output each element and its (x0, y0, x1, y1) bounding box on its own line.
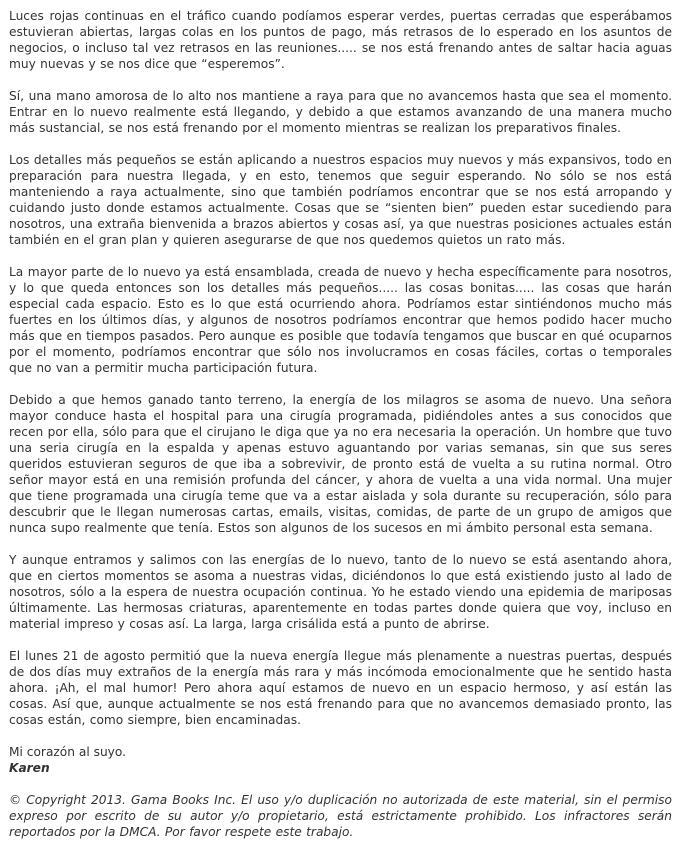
signature (9, 744, 672, 776)
paragraph-5: Debido a que hemos ganado tanto terreno, la energía de los milagros se asoma de nuevo. Una señora mayor conduce hasta el hospital para una cirugía programada, pidiéndoles antes a sus conocidos que recen por ella, sólo para que el cirujano le diga que ya no era necesaria la operación. Un hombre que tuvo una seria cirugía en la espalda y apenas estuvo aguantando por varias semanas, sin que sus seres queridos estuvieran seguros de que iba a sobrevivir, de pronto está de vuelta a su rutina normal. Otro señor mayor está en una remisión profunda del cáncer, y ahora de vuelta a una vida normal. Una mujer que tiene programada una cirugía teme que va a estar aislada y sola durante su recuperación, sólo para descubrir que le llegan numerosas cartas, emails, visitas, comidas, de parte de un grupo de amigos que nunca supo realmente que tenía. Estos son algunos de los sucesos en mi ámbito personal esta semana. (9, 393, 672, 535)
paragraph-7: El lunes 21 de agosto permitió que la nueva energía llegue más plenamente a nuestras puertas, después de dos días muy extraños de la energía más rara y más incómoda emocionalmente que he sentido hasta ahora. ¡Ah, el mal humor! Pero ahora aquí estamos de nuevo en un espacio hermoso, y así están las cosas. Así que, aunque actualmente se nos está frenando para que no avancemos demasiado pronto, las cosas están, como siempre, bien encaminadas. (9, 649, 672, 727)
paragraph-3: Los detalles más pequeños se están aplicando a nuestros espacios muy nuevos y más expansivos, todo en preparación para nuestra llegada, y en esto, tenemos que seguir esperando. No sólo se nos está manteniendo a raya actualmente, sino que también podríamos encontrar que se nos está arropando y cuidando justo donde estamos actualmente. Cosas que se “sienten bien” pueden estar sucediendo para nosotros, una extraña bienvenida a brazos abiertos y cosas así, ya que nuestras posiciones actuales están también en el gran plan y quieren asegurarse de que nos quedemos quietos un rato más. (9, 153, 672, 247)
paragraph-4: La mayor parte de lo nuevo ya está ensamblada, creada de nuevo y hecha específicamente para nosotros, y lo que queda entonces son los detalles más pequeños..... las cosas bonitas..... las cosas que harán especial cada espacio. Esto es lo que está ocurriendo ahora. Podríamos estar sintiéndonos mucho más fuertes en los últimos días, y algunos de nosotros podríamos encontrar que hemos podido hacer mucho más que en tiempos pasados. Pero aunque es posible que todavía tengamos que buscar en qué ocuparnos por el momento, podríamos encontrar que sólo nos involucramos en cosas fáciles, cortas o temporales que no van a permitir mucha participación futura. (9, 265, 672, 375)
paragraph-6: Y aunque entramos y salimos con las energías de lo nuevo, tanto de lo nuevo se está asentando ahora, que en ciertos momentos se asoma a nuestras vidas, diciéndonos lo que está existiendo justo al lado de nosotros, sólo a la espera de nuestra ocupación continua. Yo he estado viendo una epidemia de mariposas últimamente. Las hermosas criaturas, aparentemente en todas partes donde quiera que voy, incluso en material impreso y cosas así. La larga, larga crisálida está a punto de abrirse. (9, 553, 672, 631)
article-body (9, 8, 672, 856)
paragraph-2: Sí, una mano amorosa de lo alto nos mantiene a raya para que no avancemos hasta que sea el momento. Entrar en lo nuevo realmente está llegando, y debido a que estamos avanzando de una manera mucho más sustancial, se nos está frenando por el momento mientras se realizan los preparativos finales. (9, 89, 672, 135)
closing-line: Mi corazón al suyo. (9, 745, 126, 759)
author-name: Karen (9, 761, 50, 775)
paragraph-1: Luces rojas continuas en el tráfico cuando podíamos esperar verdes, puertas cerradas que esperábamos estuvieran abiertas, largas colas en los puntos de pago, más retrasos de lo esperado en los asuntos de negocios, o incluso tal vez retrasos en las reuniones..... se nos está frenando antes de saltar hacia aguas muy nuevas y se nos dice que “esperemos”. (9, 9, 672, 71)
copyright-notice: © Copyright 2013. Gama Books Inc. El uso y/o duplicación no autorizada de este material, sin el permiso expreso por escrito de su autor y/o propietario, está estrictamente prohibido. Los infractores serán reportados por la DMCA. Por favor respete este trabajo. (9, 793, 672, 839)
